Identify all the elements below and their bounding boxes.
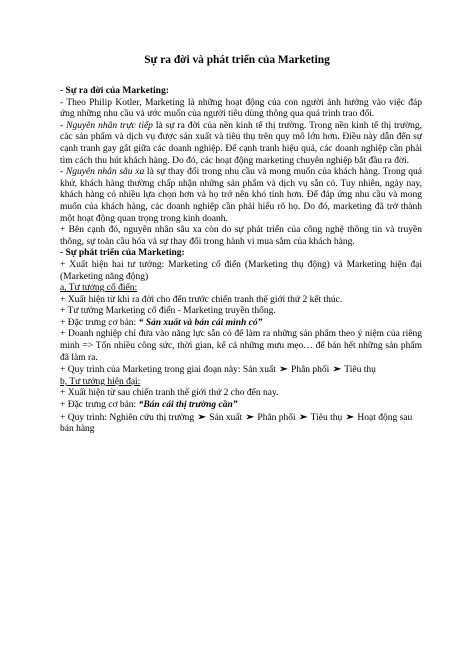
section-heading-origin: - Sự ra đời của Marketing: bbox=[60, 86, 169, 96]
paragraph-two-schools: + Xuất hiện hai tư tưởng: Marketing cổ điển (Marketing thụ động) và Marketing hiện đại (Marketing năng động) bbox=[60, 259, 422, 282]
classical-slogan: “ Sản xuất và bán cái mình có” bbox=[138, 317, 263, 328]
process-step: Tiêu thụ bbox=[310, 412, 343, 423]
arrow-icon: ➢ bbox=[245, 411, 255, 423]
classical-item-approach: + Doanh nghiệp chỉ đưa vào năng lực sẵn có để làm ra những sản phẩm theo ý niệm của riêng mình => Tốn nhiều công sức, thời gian, kể cả những mưu mẹo… để bán hết những sản phẩm đã làm ra. bbox=[60, 329, 422, 363]
arrow-icon: ➢ bbox=[279, 364, 288, 376]
process-step: Sản xuất bbox=[209, 412, 243, 423]
modern-item-period: + Xuất hiện từ sau chiến tranh thế giới thứ 2 cho đến nay. bbox=[60, 388, 279, 399]
classical-item-characteristic bbox=[60, 318, 422, 330]
process-step: Phân phối bbox=[291, 365, 330, 376]
modern-item-characteristic bbox=[60, 400, 422, 412]
process-step: Tiêu thụ bbox=[344, 365, 376, 376]
dash: - bbox=[60, 167, 66, 178]
emphasis-direct-cause: Nguyên nhân trực tiếp bbox=[66, 120, 153, 131]
document-title: Sự ra đời và phát triển của Marketing bbox=[144, 54, 330, 66]
process-step: Hoạt động sau bán hàng bbox=[60, 412, 413, 435]
modern-slogan: “Bán cái thị trường cần” bbox=[138, 400, 238, 411]
characteristic-label: + Đặc trưng cơ bản: bbox=[60, 317, 139, 328]
arrow-icon: ➢ bbox=[299, 411, 308, 423]
emphasis-deep-cause: Nguyên nhân sâu xa bbox=[65, 167, 145, 178]
process-step: Phân phối bbox=[257, 412, 296, 423]
classical-item-traditional: + Tư tưởng Marketing cổ điển - Marketing truyền thống. bbox=[60, 306, 276, 317]
classical-item-process bbox=[60, 364, 422, 377]
characteristic-label: + Đặc trưng cơ bản: bbox=[60, 400, 139, 411]
section-heading-development: - Sự phát triển của Marketing: bbox=[60, 248, 185, 259]
paragraph-kotler-definition: - Theo Philip Kotler, Marketing là những hoạt động của con người ảnh hưởng vào việc đáp ứng những nhu cầu và ước muốn của người tiêu dùng thông qua quá trình trao đổi. bbox=[60, 97, 422, 120]
paragraph-direct-cause bbox=[60, 121, 422, 167]
process-label: + Quy trình: Nghiên cứu thị trường bbox=[60, 412, 195, 423]
document-body bbox=[60, 86, 422, 436]
direct-cause-text: là sự ra đời của nền kinh tế thị trường. Trong nền kinh tế thị trường, các sản phẩm và dịch vụ được sản xuất và tiêu thụ trên quy mô lớn hơn. Điều này dẫn đến sự cạnh tranh gay gắt giữa các doanh nghiệp. Để cạnh tranh hiệu quả, các doanh nghiệp cần phải tìm cách thu hút khách hàng. Do đó, các hoạt động marketing chuyên nghiệp bắt đầu ra đời. bbox=[60, 120, 422, 166]
modern-item-process bbox=[60, 412, 422, 436]
arrow-icon: ➢ bbox=[332, 364, 342, 376]
classical-item-period: + Xuất hiện từ khi ra đời cho đến trước chiến tranh thế giới thứ 2 kết thúc. bbox=[60, 294, 343, 305]
subheading-modern: b, Tư tưởng hiện đại: bbox=[60, 376, 141, 387]
arrow-icon: ➢ bbox=[345, 411, 355, 423]
arrow-icon: ➢ bbox=[197, 411, 206, 423]
dash: - bbox=[60, 120, 67, 131]
process-label: + Quy trình của Marketing trong giai đoạn này: Sản xuất bbox=[60, 365, 276, 376]
subheading-classical: a, Tư tưởng cổ điển: bbox=[60, 283, 138, 294]
paragraph-additional-causes: + Bên cạnh đó, nguyên nhân sâu xa còn do sự phát triển của công nghệ thông tin và truyền thông, sự toàn cầu hóa và sự thay đổi trong hành vi mua sắm của khách hàng. bbox=[60, 225, 422, 247]
deep-cause-text: là sự thay đổi trong nhu cầu và mong muốn của khách hàng. Trong quá khứ, khách hàng thường chấp nhận những sản phẩm và dịch vụ sẵn có. Tuy nhiên, ngày nay, khách hàng có nhiều lựa chọn hơn và họ trở nên khó tính hơn. Để đáp ứng nhu cầu và mong muốn của khách hàng, các doanh nghiệp cần phải hiểu rõ họ. Do đó, marketing đã trở thành một hoạt động quan trọng trong kinh doanh. bbox=[60, 167, 422, 224]
paragraph-deep-cause bbox=[60, 167, 422, 225]
